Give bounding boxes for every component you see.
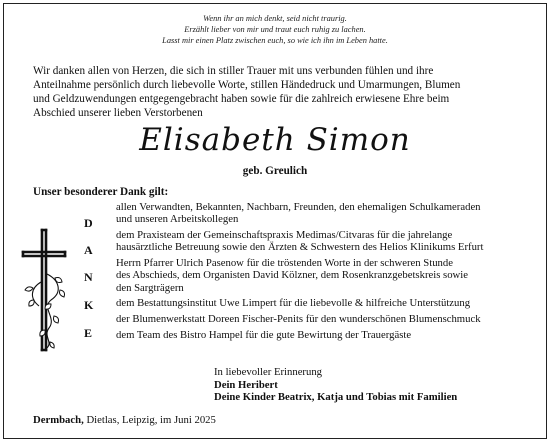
deceased-name: Elisabeth Simon xyxy=(139,122,411,158)
intro-line: Wir danken allen von Herzen, die sich in stiller Trauer mit uns verbunden fühlen und ihre xyxy=(33,65,434,77)
closing-line: In liebevoller Erinnerung xyxy=(214,366,323,378)
poem-line: Lasst mir einen Platz zwischen euch, so wie ich ihn im Leben hatte. xyxy=(162,36,388,45)
poem xyxy=(4,13,546,46)
obituary-notice xyxy=(3,3,547,439)
list-item: dem Praxisteam der Gemeinschaftspraxis Medimas/Citvaras für die jahrelange hausärztliche Betreuung sowie den Ärzten & Schwestern des Helios Klinikums Erfurt xyxy=(116,228,484,254)
list-item: dem Bestattungsinstitut Uwe Limpert für die liebevolle & hilfreiche Unterstützung xyxy=(116,297,471,310)
date-line: Dietlas, Leipzig, im Juni 2025 xyxy=(83,414,216,426)
intro-line: und Geldzuwendungen entgegengebracht haben sowie für die zahlreich erwiesene Ehre beim xyxy=(33,93,450,105)
intro-line: Abschied unserer lieben Verstorbenen xyxy=(33,107,203,119)
thanks-list xyxy=(116,201,536,344)
danke-letter: K xyxy=(84,298,94,312)
place: Dermbach, xyxy=(33,414,84,426)
danke-letter: E xyxy=(84,326,93,340)
intro-line: Anteilnahme persönlich durch liebevolle Worte, stillen Händedruck und Umarmungen, Blumen xyxy=(33,79,461,91)
signature: Deine Kinder Beatrix, Katja und Tobias mit Familien xyxy=(214,391,458,404)
thanks-heading: Unser besonderer Dank gilt: xyxy=(33,186,169,198)
poem-line: Wenn ihr an mich denkt, seid nicht traurig. xyxy=(203,14,347,23)
list-item: dem Team des Bistro Hampel für die gute Bewirtung der Trauergäste xyxy=(116,328,412,341)
closing-block xyxy=(214,366,457,404)
list-item: der Blumenwerkstatt Doreen Fischer-Penits für den wunderschönen Blumenschmuck xyxy=(116,312,481,325)
cross-with-ivy-icon xyxy=(19,222,69,352)
list-item: Herrn Pfarrer Ulrich Pasenow für die tröstenden Worte in der schweren Stunde des Abschieds, dem Organisten David Kölzner, dem Rosenkranzgebetskreis sowie den Sargträgern xyxy=(116,256,468,294)
danke-letter: A xyxy=(84,243,93,257)
danke-letter: D xyxy=(84,216,93,230)
maiden-name: geb. Greulich xyxy=(242,165,308,177)
list-item: allen Verwandten, Bekannten, Nachbarn, Freunden, den ehemaligen Schulkameraden und unseren Arbeitskollegen xyxy=(116,201,481,226)
intro-text xyxy=(33,64,529,120)
place-date xyxy=(33,414,216,426)
poem-line: Erzählt lieber von mir und traut euch ruhig zu lachen. xyxy=(184,25,366,34)
danke-letter: N xyxy=(84,270,93,284)
signature: Dein Heribert xyxy=(214,378,278,391)
